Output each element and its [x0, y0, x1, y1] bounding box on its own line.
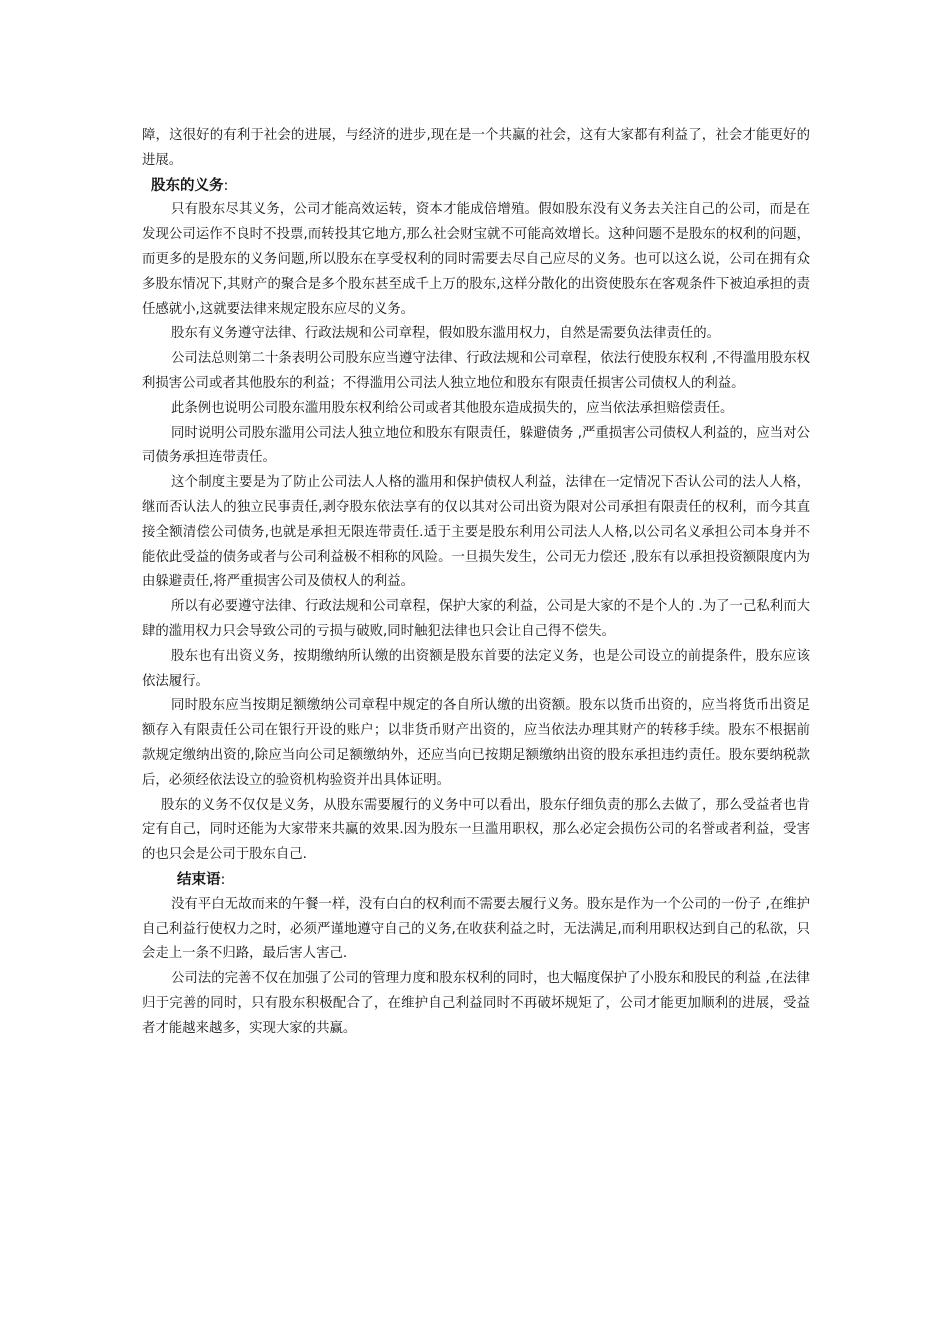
paragraph: 此条例也说明公司股东滥用股东权利给公司或者其他股东造成损失的，应当依法承担赔偿责任。 — [171, 400, 734, 416]
paragraph-continuation: 障，这很好的有利于社会的进展，与经济的进步,现在是一个共赢的社会，这有大家都有利益了，社会才能更好的进展。 — [142, 128, 810, 168]
paragraph: 这个制度主要是为了防止公司法人人格的滥用和保护债权人利益，法律在一定情况下否认公司的法人人格，继而否认法人的独立民事责任,剥夺股东依法享有的仅以其对公司出资为限对公司承担有限责任的权利，而今其直接全额清偿公司债务,也就是承担无限连带责任.适于主要是股东利用公司法人人格,以公司名义承担公司本身并不能依此受益的债务或者与公司利益极不相称的风险。一旦损失发生，公司无力偿还 ,股东有以承担投资额限度内为由躲避责任,将严重损害公司及债权人的利益。 — [142, 475, 810, 590]
paragraph: 公司法总则第二十条表明公司股东应当遵守法律、行政法规和公司章程，依法行使股东权利 ,不得滥用股东权利损害公司或者其他股东的利益；不得滥用公司法人独立地位和股东有限责任损害公司债权人的利益。 — [142, 351, 810, 391]
paragraph: 股东也有出资义务，按期缴纳所认缴的出资额是股东首要的法定义务，也是公司设立的前提条件，股东应该依法履行。 — [142, 648, 810, 689]
section-heading-conclusion — [142, 868, 810, 893]
paragraph: 公司法的完善不仅在加强了公司的管理力度和股东权利的同时，也大幅度保护了小股东和股民的利益 ,在法律归于完善的同时，只有股东积极配合了，在维护自己利益同时不再破坏规矩了，公司才能更加顺利的进展，受益者才能越来越多，实现大家的共赢。 — [142, 971, 810, 1036]
section-title: 股东的义务 — [151, 177, 224, 194]
paragraph: 股东有义务遵守法律、行政法规和公司章程，假如股东滥用权力，自然是需要负法律责任的。 — [171, 326, 721, 342]
paragraph: 股东的义务不仅仅是义务，从股东需要履行的义务中可以看出，股东仔细负责的那么去做了，那么受益者也肯定有自己，同时还能为大家带来共赢的效果.因为股东一旦滥用职权，那么必定会损伤公司的名誉或者利益，受害的也只会是公司于股东自己. — [142, 797, 810, 863]
paragraph: 同时股东应当按期足额缴纳公司章程中规定的各自所认缴的出资额。股东以货币出资的，应当将货币出资足额存入有限责任公司在银行开设的账户；以非货币财产出资的，应当依法办理其财产的转移手续。股东不根据前款规定缴纳出资的,除应当向公司足额缴纳外，还应当向已按期足额缴纳出资的股东承担违约责任。股东要纳税款后，必须经依法设立的验资机构验资并出具体证明。 — [142, 698, 810, 788]
paragraph: 只有股东尽其义务，公司才能高效运转，资本才能成倍增殖。假如股东没有义务去关注自己的公司，而是在发现公司运作不良时不投票,而转投其它地方,那么社会财宝就不可能高效增长。这种问题不是股东的权利的问题，而更多的是股东的义务问题,所以股东在享受权利的同时需要去尽自己应尽的义务。也可以这么说，公司在拥有众多股东情况下,其财产的聚合是多个股东甚至成千上万的股东,这样分散化的出资使股东在客观条件下被迫承担的责任感就小,这就要法律来规定股东应尽的义务。 — [142, 202, 810, 317]
document-page — [142, 124, 810, 1041]
section-title: 结束语 — [177, 871, 221, 888]
paragraph: 没有平白无故而来的午餐一样，没有白白的权利而不需要去履行义务。股东是作为一个公司的一份子 ,在维护自己利益行使权力之时，必须严谨地遵守自己的义务,在收获利益之时，无法满足,而利用职权达到自己的私欲，只会走上一条不归路，最后害人害己. — [142, 896, 810, 962]
heading-colon: : — [223, 177, 229, 194]
heading-colon: : — [220, 871, 226, 888]
paragraph: 同时说明公司股东滥用公司法人独立地位和股东有限责任，躲避债务 ,严重损害公司债权人利益的，应当对公司债务承担连带责任。 — [142, 425, 810, 466]
section-heading-duties — [142, 174, 810, 199]
paragraph: 所以有必要遵守法律、行政法规和公司章程，保护大家的利益，公司是大家的不是个人的 .为了一己私利而大肆的滥用权力只会导致公司的亏损与破败,同时触犯法律也只会让自己得不偿失。 — [142, 599, 810, 639]
